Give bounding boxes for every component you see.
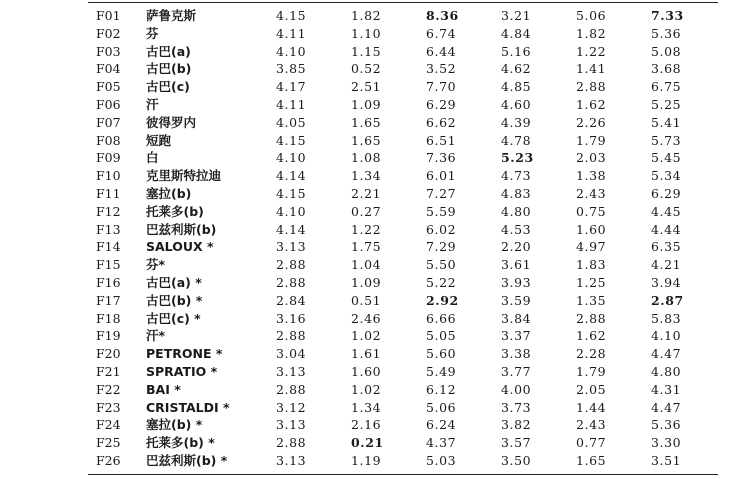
table-row xyxy=(88,452,726,470)
table-row xyxy=(88,310,726,328)
row-name: 萨鲁克斯 xyxy=(146,8,197,23)
row-id: F14 xyxy=(96,239,121,255)
table-row xyxy=(88,434,726,452)
row-value-3: 6.02 xyxy=(426,221,457,237)
row-id: F19 xyxy=(96,328,121,344)
row-value-1: 4.11 xyxy=(276,96,307,112)
row-value-6: 4.80 xyxy=(651,363,682,379)
row-name: 托莱多(b) * xyxy=(146,435,215,451)
row-value-6: 5.08 xyxy=(651,43,682,59)
row-value-1: 4.10 xyxy=(276,203,307,219)
row-value-6: 4.45 xyxy=(651,203,682,219)
row-value-4: 4.83 xyxy=(501,185,532,201)
row-name: 古巴(a) * xyxy=(146,274,202,290)
table-row xyxy=(88,399,726,417)
row-value-5: 1.65 xyxy=(576,452,607,468)
table-top-rule xyxy=(88,2,718,3)
row-value-6: 4.10 xyxy=(651,328,682,344)
row-value-4: 3.84 xyxy=(501,310,532,326)
row-id: F08 xyxy=(96,132,121,148)
row-value-3: 5.50 xyxy=(426,257,457,273)
row-value-4: 3.37 xyxy=(501,328,532,344)
row-value-1: 4.10 xyxy=(276,43,307,59)
row-name: 汗* xyxy=(146,328,166,344)
row-value-1: 4.15 xyxy=(276,185,307,201)
row-value-5: 2.43 xyxy=(576,417,607,433)
table-row xyxy=(88,345,726,363)
row-value-3: 6.29 xyxy=(426,96,457,112)
table-row xyxy=(88,149,726,167)
row-value-5: 2.88 xyxy=(576,310,607,326)
row-id: F10 xyxy=(96,168,121,184)
row-value-4: 4.78 xyxy=(501,132,532,148)
row-value-5: 1.44 xyxy=(576,399,607,415)
table-row xyxy=(88,78,726,96)
row-name: 汗 xyxy=(146,96,159,112)
row-name: BAI * xyxy=(146,381,181,397)
row-value-5: 1.79 xyxy=(576,132,607,148)
row-id: F18 xyxy=(96,310,121,326)
row-value-3: 6.74 xyxy=(426,25,457,41)
row-id: F11 xyxy=(96,185,121,201)
row-value-1: 4.14 xyxy=(276,168,307,184)
row-value-2: 0.27 xyxy=(351,203,382,219)
row-value-2: 1.34 xyxy=(351,168,382,184)
row-value-5: 2.26 xyxy=(576,114,607,130)
row-value-3: 6.51 xyxy=(426,132,457,148)
row-value-2: 1.65 xyxy=(351,132,382,148)
row-value-5: 2.88 xyxy=(576,79,607,95)
row-value-1: 2.88 xyxy=(276,435,307,451)
row-value-1: 2.88 xyxy=(276,381,307,397)
row-value-2: 1.82 xyxy=(351,8,382,23)
row-value-6: 4.21 xyxy=(651,257,682,273)
row-value-2: 1.02 xyxy=(351,328,382,344)
row-value-2: 1.10 xyxy=(351,25,382,41)
row-value-4: 4.00 xyxy=(501,381,532,397)
row-value-3: 7.36 xyxy=(426,150,457,166)
row-id: F15 xyxy=(96,257,121,273)
row-name: 短跑 xyxy=(146,132,172,148)
row-value-6: 4.47 xyxy=(651,346,682,362)
row-value-1: 2.88 xyxy=(276,257,307,273)
table-row xyxy=(88,7,726,25)
row-value-3: 6.44 xyxy=(426,43,457,59)
row-value-1: 2.88 xyxy=(276,274,307,290)
row-name: SPRATIO * xyxy=(146,363,218,379)
row-id: F21 xyxy=(96,363,121,379)
row-value-2: 1.61 xyxy=(351,346,382,362)
row-value-1: 3.13 xyxy=(276,363,307,379)
row-value-3: 5.59 xyxy=(426,203,457,219)
row-value-3: 7.27 xyxy=(426,185,457,201)
row-value-1: 4.05 xyxy=(276,114,307,130)
row-value-3: 3.52 xyxy=(426,61,457,77)
row-value-6: 7.33 xyxy=(651,8,684,23)
row-value-4: 3.50 xyxy=(501,452,532,468)
row-value-5: 2.43 xyxy=(576,185,607,201)
row-name: CRISTALDI * xyxy=(146,399,230,415)
row-value-6: 5.25 xyxy=(651,96,682,112)
row-value-2: 1.60 xyxy=(351,363,382,379)
row-value-4: 3.77 xyxy=(501,363,532,379)
row-value-2: 1.15 xyxy=(351,43,382,59)
row-value-3: 5.22 xyxy=(426,274,457,290)
table-row xyxy=(88,132,726,150)
table-row xyxy=(88,274,726,292)
row-value-2: 0.52 xyxy=(351,61,382,77)
row-value-6: 4.44 xyxy=(651,221,682,237)
row-name: 芬 xyxy=(146,25,159,41)
row-name: 古巴(a) xyxy=(146,43,191,59)
row-value-4: 3.73 xyxy=(501,399,532,415)
table-row xyxy=(88,167,726,185)
row-value-5: 2.05 xyxy=(576,381,607,397)
row-value-2: 1.04 xyxy=(351,257,382,273)
row-value-4: 2.20 xyxy=(501,239,532,255)
row-value-5: 1.41 xyxy=(576,61,607,77)
table-row xyxy=(88,363,726,381)
row-value-4: 3.38 xyxy=(501,346,532,362)
row-id: F03 xyxy=(96,43,121,59)
row-value-6: 5.73 xyxy=(651,132,682,148)
row-value-5: 1.79 xyxy=(576,363,607,379)
row-name: SALOUX * xyxy=(146,239,214,255)
row-value-2: 1.09 xyxy=(351,96,382,112)
row-value-3: 8.36 xyxy=(426,8,459,23)
table-body xyxy=(88,7,726,470)
row-value-5: 1.25 xyxy=(576,274,607,290)
table-row xyxy=(88,221,726,239)
row-value-2: 2.51 xyxy=(351,79,382,95)
row-name: 白 xyxy=(146,150,159,166)
row-value-6: 3.94 xyxy=(651,274,682,290)
row-value-5: 4.97 xyxy=(576,239,607,255)
row-value-1: 4.17 xyxy=(276,79,307,95)
row-id: F24 xyxy=(96,417,121,433)
row-value-6: 5.36 xyxy=(651,25,682,41)
row-id: F22 xyxy=(96,381,121,397)
row-id: F16 xyxy=(96,274,121,290)
row-value-4: 3.61 xyxy=(501,257,532,273)
row-value-4: 4.80 xyxy=(501,203,532,219)
row-name: 芬* xyxy=(146,257,166,273)
row-value-1: 4.11 xyxy=(276,25,307,41)
row-value-4: 3.21 xyxy=(501,8,532,23)
row-name: 克里斯特拉迪 xyxy=(146,168,222,184)
row-value-6: 3.51 xyxy=(651,452,682,468)
row-name: 彼得罗内 xyxy=(146,114,197,130)
table-row xyxy=(88,43,726,61)
row-value-4: 4.84 xyxy=(501,25,532,41)
table-row xyxy=(88,96,726,114)
row-value-6: 5.41 xyxy=(651,114,682,130)
row-value-5: 1.82 xyxy=(576,25,607,41)
row-value-5: 1.38 xyxy=(576,168,607,184)
row-id: F01 xyxy=(96,8,121,23)
row-value-2: 0.21 xyxy=(351,435,384,451)
row-value-6: 3.30 xyxy=(651,435,682,451)
row-value-5: 1.62 xyxy=(576,96,607,112)
row-value-6: 2.87 xyxy=(651,292,684,308)
row-value-1: 2.84 xyxy=(276,292,307,308)
row-value-2: 2.16 xyxy=(351,417,382,433)
row-name: 塞拉(b) * xyxy=(146,417,203,433)
row-value-1: 4.14 xyxy=(276,221,307,237)
row-value-6: 5.36 xyxy=(651,417,682,433)
row-value-2: 1.02 xyxy=(351,381,382,397)
row-value-5: 0.75 xyxy=(576,203,607,219)
row-value-4: 3.59 xyxy=(501,292,532,308)
row-value-4: 4.53 xyxy=(501,221,532,237)
row-value-5: 0.77 xyxy=(576,435,607,451)
row-value-1: 3.12 xyxy=(276,399,307,415)
table-row xyxy=(88,381,726,399)
row-value-1: 4.15 xyxy=(276,132,307,148)
row-value-2: 1.75 xyxy=(351,239,382,255)
table-row xyxy=(88,25,726,43)
row-value-6: 6.75 xyxy=(651,79,682,95)
row-value-3: 2.92 xyxy=(426,292,459,308)
row-value-5: 1.35 xyxy=(576,292,607,308)
row-id: F09 xyxy=(96,150,121,166)
row-value-4: 3.82 xyxy=(501,417,532,433)
row-value-4: 4.60 xyxy=(501,96,532,112)
row-value-5: 2.28 xyxy=(576,346,607,362)
row-name: 托莱多(b) xyxy=(146,203,204,219)
table-bottom-rule xyxy=(88,474,718,475)
row-value-1: 3.13 xyxy=(276,452,307,468)
table-row xyxy=(88,416,726,434)
row-value-5: 1.62 xyxy=(576,328,607,344)
row-value-2: 2.21 xyxy=(351,185,382,201)
row-value-1: 4.15 xyxy=(276,8,307,23)
row-value-6: 5.45 xyxy=(651,150,682,166)
table-row xyxy=(88,185,726,203)
row-value-6: 5.34 xyxy=(651,168,682,184)
table-row xyxy=(88,114,726,132)
row-value-2: 1.65 xyxy=(351,114,382,130)
row-id: F13 xyxy=(96,221,121,237)
row-value-4: 4.39 xyxy=(501,114,532,130)
row-value-1: 3.13 xyxy=(276,239,307,255)
row-id: F12 xyxy=(96,203,121,219)
row-value-2: 1.34 xyxy=(351,399,382,415)
row-name: 古巴(b) xyxy=(146,61,192,77)
row-value-6: 4.31 xyxy=(651,381,682,397)
row-value-4: 4.73 xyxy=(501,168,532,184)
row-value-3: 5.03 xyxy=(426,452,457,468)
row-id: F07 xyxy=(96,114,121,130)
row-value-5: 5.06 xyxy=(576,8,607,23)
row-value-3: 5.49 xyxy=(426,363,457,379)
row-name: 古巴(b) * xyxy=(146,292,203,308)
row-value-6: 4.47 xyxy=(651,399,682,415)
row-value-3: 6.24 xyxy=(426,417,457,433)
row-value-3: 6.66 xyxy=(426,310,457,326)
table-row xyxy=(88,238,726,256)
row-value-2: 1.09 xyxy=(351,274,382,290)
row-id: F04 xyxy=(96,61,121,77)
row-value-4: 4.62 xyxy=(501,61,532,77)
row-value-4: 5.23 xyxy=(501,150,534,166)
table-row xyxy=(88,60,726,78)
row-value-5: 2.03 xyxy=(576,150,607,166)
row-value-1: 3.16 xyxy=(276,310,307,326)
row-value-3: 6.01 xyxy=(426,168,457,184)
row-name: 巴兹利斯(b) xyxy=(146,221,217,237)
row-id: F06 xyxy=(96,96,121,112)
row-value-1: 4.10 xyxy=(276,150,307,166)
row-value-1: 3.04 xyxy=(276,346,307,362)
data-table xyxy=(88,7,726,470)
row-name: PETRONE * xyxy=(146,346,223,362)
row-name: 巴兹利斯(b) * xyxy=(146,452,228,468)
table-row xyxy=(88,256,726,274)
row-value-6: 6.29 xyxy=(651,185,682,201)
row-id: F20 xyxy=(96,346,121,362)
table-row xyxy=(88,203,726,221)
row-value-2: 1.22 xyxy=(351,221,382,237)
row-value-5: 1.83 xyxy=(576,257,607,273)
row-value-6: 3.68 xyxy=(651,61,682,77)
row-value-2: 1.08 xyxy=(351,150,382,166)
row-value-3: 6.62 xyxy=(426,114,457,130)
row-id: F25 xyxy=(96,435,121,451)
row-value-3: 5.05 xyxy=(426,328,457,344)
row-id: F26 xyxy=(96,452,121,468)
row-value-5: 1.22 xyxy=(576,43,607,59)
row-id: F05 xyxy=(96,79,121,95)
row-id: F23 xyxy=(96,399,121,415)
row-value-4: 3.93 xyxy=(501,274,532,290)
row-value-2: 0.51 xyxy=(351,292,382,308)
row-name: 塞拉(b) xyxy=(146,185,192,201)
row-value-4: 3.57 xyxy=(501,435,532,451)
row-value-1: 3.85 xyxy=(276,61,307,77)
row-name: 古巴(c) xyxy=(146,79,190,95)
row-value-6: 5.83 xyxy=(651,310,682,326)
row-value-4: 4.85 xyxy=(501,79,532,95)
table-row xyxy=(88,327,726,345)
row-value-2: 1.19 xyxy=(351,452,382,468)
row-name: 古巴(c) * xyxy=(146,310,201,326)
row-value-5: 1.60 xyxy=(576,221,607,237)
row-value-3: 7.70 xyxy=(426,79,457,95)
row-value-3: 7.29 xyxy=(426,239,457,255)
row-value-6: 6.35 xyxy=(651,239,682,255)
row-value-4: 5.16 xyxy=(501,43,532,59)
row-value-3: 5.60 xyxy=(426,346,457,362)
row-value-3: 4.37 xyxy=(426,435,457,451)
row-value-1: 3.13 xyxy=(276,417,307,433)
row-value-3: 5.06 xyxy=(426,399,457,415)
row-id: F02 xyxy=(96,25,121,41)
row-value-1: 2.88 xyxy=(276,328,307,344)
row-id: F17 xyxy=(96,292,121,308)
row-value-2: 2.46 xyxy=(351,310,382,326)
table-row xyxy=(88,292,726,310)
row-value-3: 6.12 xyxy=(426,381,457,397)
